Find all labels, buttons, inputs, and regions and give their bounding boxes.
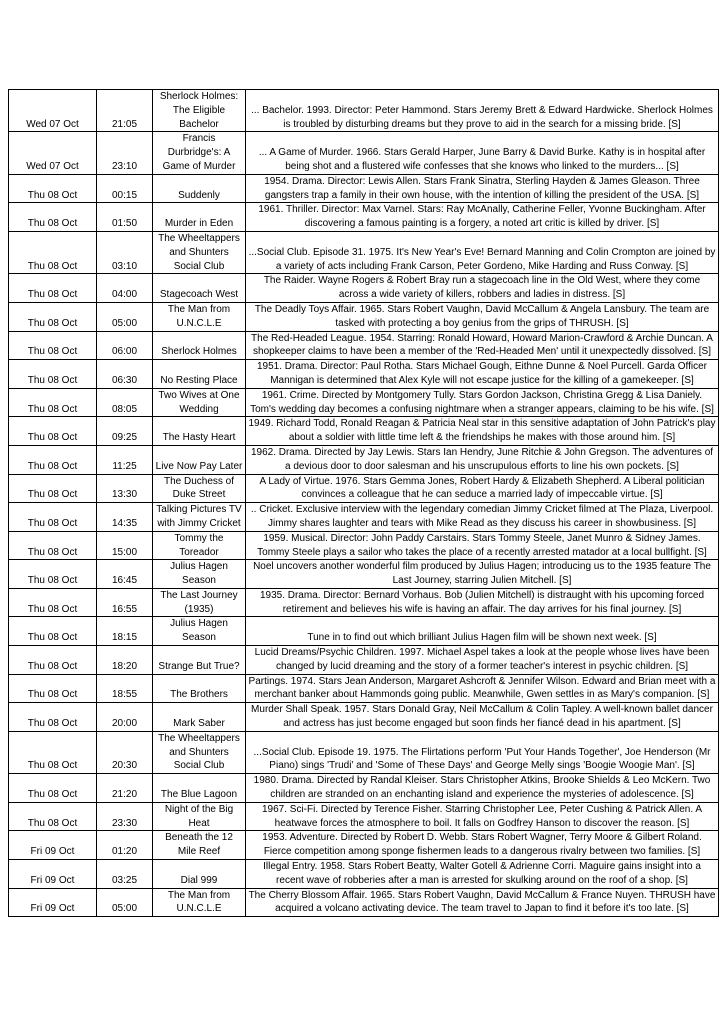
schedule-row bbox=[9, 860, 719, 889]
schedule-row bbox=[9, 231, 719, 273]
schedule-row bbox=[9, 674, 719, 703]
time-cell: 21:05 bbox=[97, 90, 153, 132]
description-cell: 1954. Drama. Director: Lewis Allen. Stars Frank Sinatra, Sterling Hayden & James Gleason. Three gangsters trap a family in their own house, with the intention of killing the president of the USA. [S] bbox=[246, 174, 719, 203]
programme-title-cell: Murder in Eden bbox=[153, 203, 246, 232]
programme-title-cell: Strange But True? bbox=[153, 646, 246, 675]
description-cell: .. Cricket. Exclusive interview with the legendary comedian Jimmy Cricket filmed at The Plaza, Liverpool. Jimmy shares laughter and tears with Mike Read as they discuss his career in showbusiness. [S] bbox=[246, 503, 719, 532]
schedule-row bbox=[9, 531, 719, 560]
programme-title-cell: Beneath the 12 Mile Reef bbox=[153, 831, 246, 860]
description-cell: 1951. Drama. Director: Paul Rotha. Stars Michael Gough, Eithne Dunne & Noel Purcell. Garda Officer Mannigan is determined that Alex Kyle will not escape justice for the killing of a gamekeeper. [S] bbox=[246, 360, 719, 389]
description-cell: Lucid Dreams/Psychic Children. 1997. Michael Aspel takes a look at the people whose lives have been changed by lucid dreaming and the story of a former teacher's interest in psychic children. [S] bbox=[246, 646, 719, 675]
description-cell: ...Social Club. Episode 31. 1975. It's New Year's Eve! Bernard Manning and Colin Crompton are joined by a variety of acts including Frank Carson, Peter Gordeno, Mike Harding and Russ Conway. [S] bbox=[246, 231, 719, 273]
programme-title-cell: The Man from U.N.C.L.E bbox=[153, 888, 246, 917]
programme-title-cell: The Wheeltappers and Shunters Social Club bbox=[153, 731, 246, 773]
schedule-row bbox=[9, 302, 719, 331]
schedule-row bbox=[9, 617, 719, 646]
date-cell: Thu 08 Oct bbox=[9, 474, 97, 503]
programme-title-cell: Night of the Big Heat bbox=[153, 802, 246, 831]
time-cell: 13:30 bbox=[97, 474, 153, 503]
description-cell: 1935. Drama. Director: Bernard Vorhaus. Bob (Julien Mitchell) is distraught with his upcoming forced retirement and believes his wife is having an affair. The day arrives for his final journey. [S] bbox=[246, 588, 719, 617]
schedule-row bbox=[9, 203, 719, 232]
programme-title-cell: Sherlock Holmes: The Eligible Bachelor bbox=[153, 90, 246, 132]
time-cell: 01:20 bbox=[97, 831, 153, 860]
schedule-row bbox=[9, 888, 719, 917]
date-cell: Fri 09 Oct bbox=[9, 831, 97, 860]
time-cell: 08:05 bbox=[97, 388, 153, 417]
schedule-row bbox=[9, 774, 719, 803]
time-cell: 20:00 bbox=[97, 703, 153, 732]
date-cell: Thu 08 Oct bbox=[9, 531, 97, 560]
programme-title-cell: Dial 999 bbox=[153, 860, 246, 889]
description-cell: The Deadly Toys Affair. 1965. Stars Robert Vaughn, David McCallum & Angela Lansbury. The team are tasked with protecting a boy genius from the grips of THRUSH. [S] bbox=[246, 302, 719, 331]
date-cell: Thu 08 Oct bbox=[9, 417, 97, 446]
date-cell: Thu 08 Oct bbox=[9, 646, 97, 675]
schedule-row bbox=[9, 274, 719, 303]
date-cell: Wed 07 Oct bbox=[9, 132, 97, 174]
schedule-row bbox=[9, 588, 719, 617]
time-cell: 23:30 bbox=[97, 802, 153, 831]
programme-title-cell: Suddenly bbox=[153, 174, 246, 203]
schedule-row bbox=[9, 802, 719, 831]
time-cell: 20:30 bbox=[97, 731, 153, 773]
time-cell: 00:15 bbox=[97, 174, 153, 203]
date-cell: Thu 08 Oct bbox=[9, 774, 97, 803]
schedule-row bbox=[9, 474, 719, 503]
time-cell: 21:20 bbox=[97, 774, 153, 803]
time-cell: 05:00 bbox=[97, 888, 153, 917]
date-cell: Thu 08 Oct bbox=[9, 388, 97, 417]
description-cell: ... Bachelor. 1993. Director: Peter Hammond. Stars Jeremy Brett & Edward Hardwicke. Sherlock Holmes is troubled by disturbing dreams but they prove to aid in the search for a missing bride. [S] bbox=[246, 90, 719, 132]
schedule-row bbox=[9, 417, 719, 446]
date-cell: Thu 08 Oct bbox=[9, 445, 97, 474]
time-cell: 18:55 bbox=[97, 674, 153, 703]
description-cell: 1961. Crime. Directed by Montgomery Tully. Stars Gordon Jackson, Christina Gregg & Lisa Daniely. Tom's wedding day becomes a confusing nightmare when a stranger appears, claiming to be his wife. [S] bbox=[246, 388, 719, 417]
time-cell: 06:00 bbox=[97, 331, 153, 360]
programme-title-cell: Two Wives at One Wedding bbox=[153, 388, 246, 417]
description-cell: Murder Shall Speak. 1957. Stars Donald Gray, Neil McCallum & Colin Tapley. A well-known ballet dancer and actress has just become engaged but soon finds her fiancé dead in his apartment. [S] bbox=[246, 703, 719, 732]
time-cell: 09:25 bbox=[97, 417, 153, 446]
programme-title-cell: The Duchess of Duke Street bbox=[153, 474, 246, 503]
description-cell: 1962. Drama. Directed by Jay Lewis. Stars Ian Hendry, June Ritchie & John Gregson. The adventures of a devious door to door salesman and his unscrupulous efforts to line his own pockets. [S] bbox=[246, 445, 719, 474]
time-cell: 06:30 bbox=[97, 360, 153, 389]
description-cell: The Cherry Blossom Affair. 1965. Stars Robert Vaughn, David McCallum & France Nuyen. THRUSH have acquired a volcano activating device. The team travel to Japan to find it before it's too late. [S] bbox=[246, 888, 719, 917]
schedule-row bbox=[9, 388, 719, 417]
date-cell: Thu 08 Oct bbox=[9, 503, 97, 532]
schedule-row bbox=[9, 90, 719, 132]
description-cell: Tune in to find out which brilliant Julius Hagen film will be shown next week. [S] bbox=[246, 617, 719, 646]
programme-title-cell: Julius Hagen Season bbox=[153, 617, 246, 646]
description-cell: ... A Game of Murder. 1966. Stars Gerald Harper, June Barry & David Burke. Kathy is in hospital after being shot and a flustered wife confesses that she knows who linked to the murders... [S] bbox=[246, 132, 719, 174]
date-cell: Thu 08 Oct bbox=[9, 703, 97, 732]
schedule-row bbox=[9, 174, 719, 203]
date-cell: Thu 08 Oct bbox=[9, 360, 97, 389]
time-cell: 16:45 bbox=[97, 560, 153, 589]
schedule-row bbox=[9, 831, 719, 860]
date-cell: Fri 09 Oct bbox=[9, 888, 97, 917]
schedule-row bbox=[9, 445, 719, 474]
programme-title-cell: Stagecoach West bbox=[153, 274, 246, 303]
time-cell: 11:25 bbox=[97, 445, 153, 474]
schedule-row bbox=[9, 132, 719, 174]
schedule-row bbox=[9, 560, 719, 589]
date-cell: Thu 08 Oct bbox=[9, 674, 97, 703]
date-cell: Thu 08 Oct bbox=[9, 203, 97, 232]
schedule-row bbox=[9, 360, 719, 389]
programme-title-cell: Mark Saber bbox=[153, 703, 246, 732]
programme-title-cell: The Blue Lagoon bbox=[153, 774, 246, 803]
date-cell: Fri 09 Oct bbox=[9, 860, 97, 889]
description-cell: 1961. Thriller. Director: Max Varnel. Stars: Ray McAnally, Catherine Feller, Yvonne Buckingham. After discovering a famous painting is a forgery, a noted art critic is killed by driver. [S] bbox=[246, 203, 719, 232]
description-cell: The Red-Headed League. 1954. Starring: Ronald Howard, Howard Marion-Crawford & Archie Duncan. A shopkeeper claims to have been a member of the 'Red-Headed Men' until it unexpectedly dissolved. [S] bbox=[246, 331, 719, 360]
schedule-row bbox=[9, 731, 719, 773]
time-cell: 14:35 bbox=[97, 503, 153, 532]
time-cell: 18:15 bbox=[97, 617, 153, 646]
programme-title-cell: The Man from U.N.C.L.E bbox=[153, 302, 246, 331]
time-cell: 04:00 bbox=[97, 274, 153, 303]
date-cell: Thu 08 Oct bbox=[9, 560, 97, 589]
schedule-row bbox=[9, 703, 719, 732]
schedule-row bbox=[9, 331, 719, 360]
description-cell: 1949. Richard Todd, Ronald Reagan & Patricia Neal star in this sensitive adaptation of John Patrick's play about a soldier with little time left & the friendships he makes with those around him. [S] bbox=[246, 417, 719, 446]
date-cell: Thu 08 Oct bbox=[9, 731, 97, 773]
time-cell: 03:25 bbox=[97, 860, 153, 889]
description-cell: A Lady of Virtue. 1976. Stars Gemma Jones, Robert Hardy & Elizabeth Shepherd. A Liberal politician convinces a colleague that he can seduce a married lady of impeccable virtue. [S] bbox=[246, 474, 719, 503]
programme-title-cell: The Brothers bbox=[153, 674, 246, 703]
description-cell: The Raider. Wayne Rogers & Robert Bray run a stagecoach line in the Old West, where they come across a wide variety of killers, robbers and ladies in distress. [S] bbox=[246, 274, 719, 303]
description-cell: ...Social Club. Episode 19. 1975. The Flirtations perform 'Put Your Hands Together', Joe Henderson (Mr Piano) sings 'Trudi' and 'Some of These Days' and George Melly sings 'Boogie Woogie Man'. [S] bbox=[246, 731, 719, 773]
programme-title-cell: The Wheeltappers and Shunters Social Club bbox=[153, 231, 246, 273]
date-cell: Thu 08 Oct bbox=[9, 588, 97, 617]
programme-title-cell: Talking Pictures TV with Jimmy Cricket bbox=[153, 503, 246, 532]
description-cell: Noel uncovers another wonderful film produced by Julius Hagen; introducing us to the 1935 feature The Last Journey, starring Julien Mitchell. [S] bbox=[246, 560, 719, 589]
description-cell: 1980. Drama. Directed by Randal Kleiser. Stars Christopher Atkins, Brooke Shields & Leo McKern. Two children are stranded on an enchanting island and experience the mysteries of adolescence. [S] bbox=[246, 774, 719, 803]
programme-title-cell: Tommy the Toreador bbox=[153, 531, 246, 560]
programme-title-cell: Julius Hagen Season bbox=[153, 560, 246, 589]
description-cell: 1967. Sci-Fi. Directed by Terence Fisher. Starring Christopher Lee, Peter Cushing & Patrick Allen. A heatwave forces the atmosphere to boil. It falls on Godfrey Hanson to discover the reason. [S] bbox=[246, 802, 719, 831]
date-cell: Thu 08 Oct bbox=[9, 231, 97, 273]
description-cell: 1959. Musical. Director: John Paddy Carstairs. Stars Tommy Steele, Janet Munro & Sidney James. Tommy Steele plays a sailor who takes the place of a recently arrested matador at a local bullfight. [S] bbox=[246, 531, 719, 560]
date-cell: Thu 08 Oct bbox=[9, 274, 97, 303]
programme-title-cell: Live Now Pay Later bbox=[153, 445, 246, 474]
programme-title-cell: Francis Durbridge's: A Game of Murder bbox=[153, 132, 246, 174]
time-cell: 03:10 bbox=[97, 231, 153, 273]
date-cell: Thu 08 Oct bbox=[9, 331, 97, 360]
date-cell: Wed 07 Oct bbox=[9, 90, 97, 132]
time-cell: 23:10 bbox=[97, 132, 153, 174]
description-cell: Partings. 1974. Stars Jean Anderson, Margaret Ashcroft & Jennifer Wilson. Edward and Brian meet with a merchant banker about Hammonds going public. Meanwhile, Gwen settles in as Mary's companion. [S] bbox=[246, 674, 719, 703]
date-cell: Thu 08 Oct bbox=[9, 174, 97, 203]
time-cell: 16:55 bbox=[97, 588, 153, 617]
time-cell: 15:00 bbox=[97, 531, 153, 560]
description-cell: Illegal Entry. 1958. Stars Robert Beatty, Walter Gotell & Adrienne Corri. Maguire gains insight into a recent wave of robberies after a man is arrested for skulking around on the roof of a shop. [S] bbox=[246, 860, 719, 889]
date-cell: Thu 08 Oct bbox=[9, 802, 97, 831]
schedule-body bbox=[9, 90, 719, 917]
time-cell: 18:20 bbox=[97, 646, 153, 675]
date-cell: Thu 08 Oct bbox=[9, 617, 97, 646]
date-cell: Thu 08 Oct bbox=[9, 302, 97, 331]
schedule-row bbox=[9, 503, 719, 532]
time-cell: 05:00 bbox=[97, 302, 153, 331]
programme-title-cell: No Resting Place bbox=[153, 360, 246, 389]
description-cell: 1953. Adventure. Directed by Robert D. Webb. Stars Robert Wagner, Terry Moore & Gilbert Roland. Fierce competition among sponge fishermen leads to a dangerous rivalry between two families. [S] bbox=[246, 831, 719, 860]
schedule-table bbox=[8, 89, 719, 917]
programme-title-cell: The Hasty Heart bbox=[153, 417, 246, 446]
time-cell: 01:50 bbox=[97, 203, 153, 232]
schedule-row bbox=[9, 646, 719, 675]
programme-title-cell: The Last Journey (1935) bbox=[153, 588, 246, 617]
programme-title-cell: Sherlock Holmes bbox=[153, 331, 246, 360]
